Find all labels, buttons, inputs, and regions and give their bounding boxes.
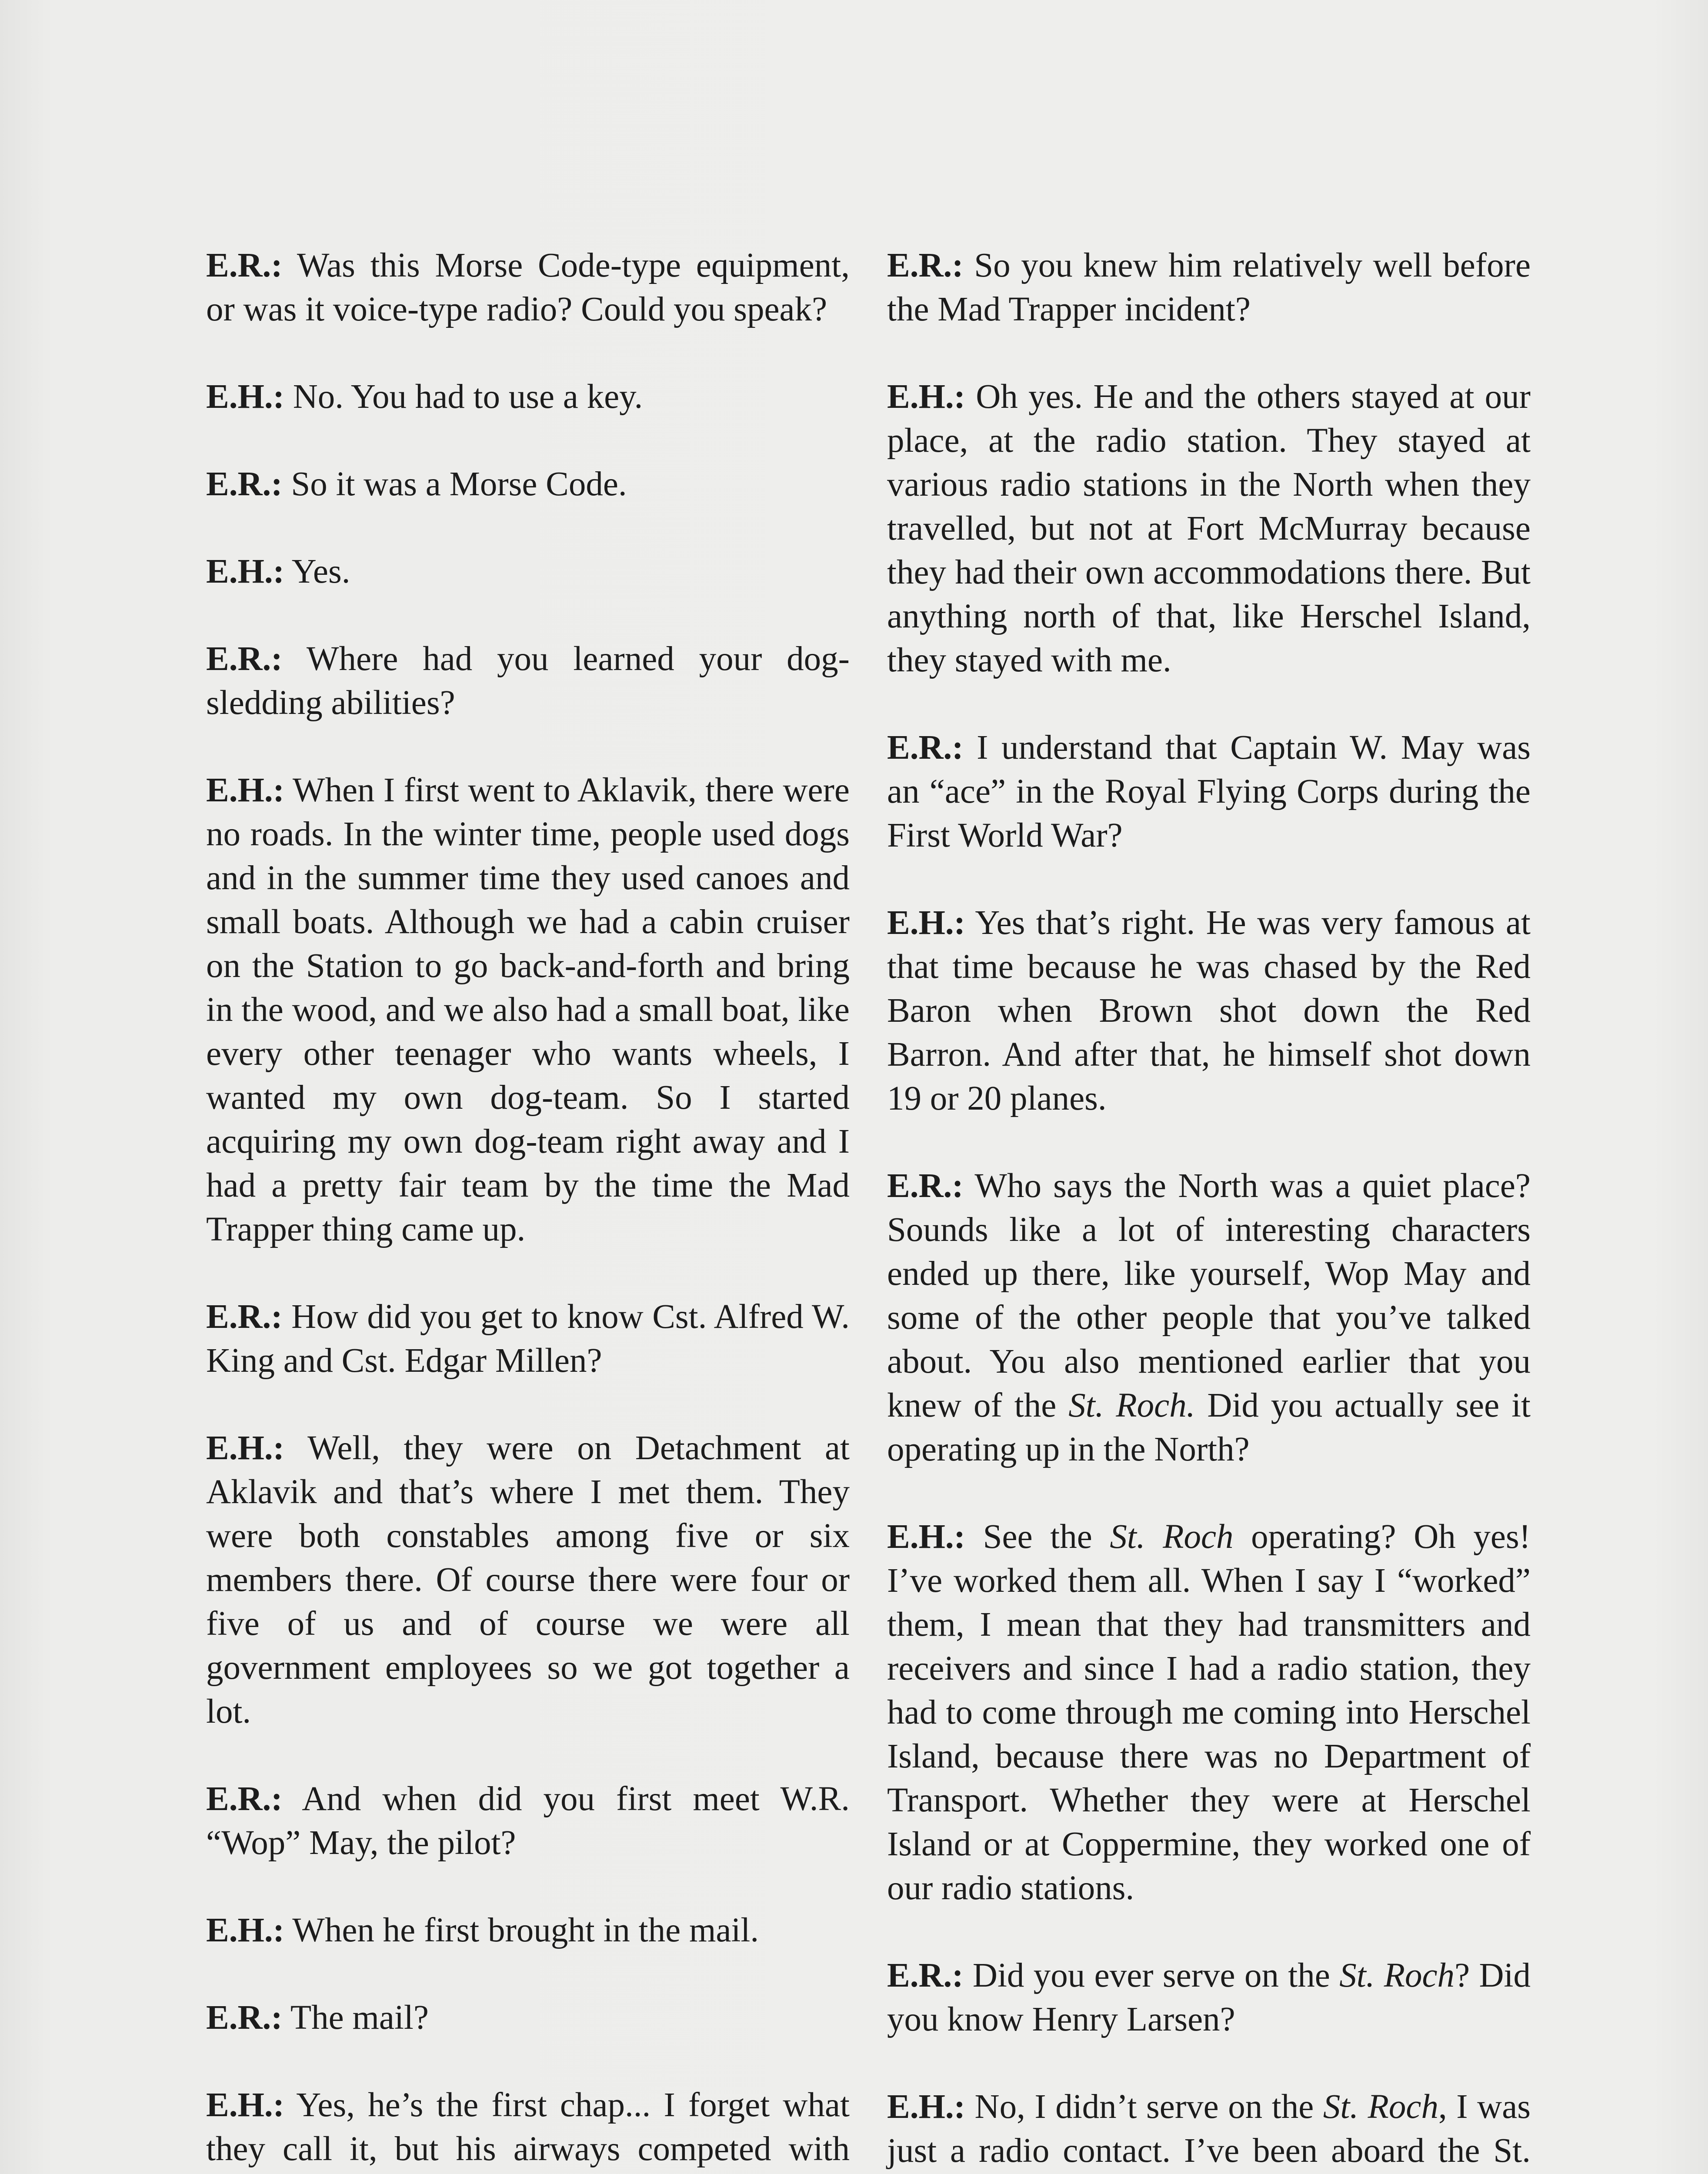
paragraph-text: When he first brought in the mail.: [292, 1911, 759, 1949]
speaker-label: E.H.:: [206, 378, 284, 416]
speaker-label: E.R.:: [887, 247, 964, 284]
paragraph-text: Yes.: [291, 553, 350, 590]
speaker-label: E.H.:: [206, 2086, 284, 2124]
ship-name: St. Roch: [1339, 1957, 1455, 1994]
qa-paragraph: [206, 1777, 850, 1865]
paragraph-text: See the: [983, 1518, 1110, 1556]
paragraph-text: Was this Morse Code-type equipment, or was it voice-type radio? Could you speak?: [206, 247, 850, 328]
speaker-label: E.R.:: [206, 465, 283, 503]
qa-paragraph: [206, 768, 850, 1251]
paragraph-text: No. You had to use a key.: [293, 378, 643, 416]
paragraph-text: So you knew him relatively well before the Mad Trapper incident?: [887, 247, 1531, 328]
ship-name: St. Roch: [1323, 2088, 1438, 2126]
speaker-label: E.H.:: [887, 2088, 965, 2126]
qa-paragraph: [887, 726, 1531, 857]
paragraph-text: And when did you first meet W.R. “Wop” May, the pilot?: [206, 1780, 850, 1862]
paragraph-text: Oh yes. He and the others stayed at our place, at the radio station. They stayed at various radio stations in the North when they travelled, but not at Fort McMurray because they had their own accommodations there. But anything north of that, like Herschel Island, they stayed with me.: [887, 378, 1531, 679]
speaker-label: E.H.:: [206, 1429, 284, 1467]
paragraph-text: ? Did you know Henry Larsen?: [887, 1957, 1531, 2038]
qa-paragraph: [887, 1954, 1531, 2041]
right-column: [887, 243, 1531, 2174]
paragraph-text: So it was a Morse Code.: [291, 465, 627, 503]
paragraph-text: operating? Oh yes! I’ve worked them all. When I say I “worked” them, I mean that they had transmitters and receivers and since I had a radio station, they had to come through me coming into Herschel Island, because there was no Department of Transport. Whether they were at Herschel Island or at Coppermine, they worked one of our radio stations.: [887, 1518, 1531, 1907]
qa-paragraph: [887, 1164, 1531, 1471]
speaker-label: E.H.:: [887, 904, 965, 942]
speaker-label: E.H.:: [887, 378, 965, 416]
qa-paragraph: [206, 2083, 850, 2174]
speaker-label: E.R.:: [206, 1298, 283, 1336]
paragraph-text: Did you actually see it operating up in the North?: [887, 1387, 1531, 1468]
qa-paragraph: [887, 243, 1531, 331]
paragraph-text: Yes that’s right. He was very famous at that time because he was chased by the Red Baron when Brown shot down the Red Barron. And after that, he himself shot down 19 or 20 planes.: [887, 904, 1531, 1117]
qa-paragraph: [206, 375, 850, 419]
qa-paragraph: [206, 1996, 850, 2040]
qa-paragraph: [206, 550, 850, 594]
speaker-label: E.R.:: [887, 1957, 964, 1994]
qa-paragraph: [206, 243, 850, 331]
ship-name: St. Roch: [1110, 1518, 1234, 1556]
qa-paragraph: [206, 462, 850, 506]
speaker-label: E.H.:: [206, 1911, 284, 1949]
left-column: [206, 243, 850, 2174]
speaker-label: E.R.:: [887, 729, 964, 767]
qa-paragraph: [887, 901, 1531, 1120]
ship-name: St. Roch.: [1068, 1387, 1195, 1424]
speaker-label: E.R.:: [206, 640, 283, 678]
qa-paragraph: [206, 1295, 850, 1383]
speaker-label: E.H.:: [887, 1518, 965, 1556]
paragraph-text: Who says the North was a quiet place? Sounds like a lot of interesting characters ended up there, like yourself, Wop May and some of the other people that you’ve talked about. You also mentioned earlier that you knew of the: [887, 1167, 1531, 1424]
speaker-label: E.H.:: [206, 553, 284, 590]
paragraph-text: Well, they were on Detachment at Aklavik and that’s where I met them. They were both constables among five or six members there. Of course there were four or five of us and of course we were all government employees so we got together a lot.: [206, 1429, 850, 1731]
paragraph-text: When I first went to Aklavik, there were no roads. In the winter time, people used dogs and in the summer time they used canoes and small boats. Although we had a cabin cruiser on the Station to go back-and-forth and bring in the wood, and we also had a small boat, like every other teenager who wants wheels, I wanted my own dog-team. So I started acquiring my own dog-team right away and I had a pretty fair team by the time the Mad Trapper thing came up.: [206, 771, 850, 1248]
qa-paragraph: [206, 637, 850, 725]
paragraph-text: Where had you learned your dog-sledding abilities?: [206, 640, 850, 722]
paragraph-text: I understand that Captain W. May was an “ace” in the Royal Flying Corps during the First World War?: [887, 729, 1531, 854]
speaker-label: E.R.:: [206, 1780, 283, 1818]
speaker-label: E.R.:: [887, 1167, 964, 1205]
qa-paragraph: [206, 1426, 850, 1734]
qa-paragraph: [887, 375, 1531, 682]
speaker-label: E.H.:: [206, 771, 284, 809]
paragraph-text: No, I didn’t serve on the: [974, 2088, 1323, 2126]
qa-paragraph: [206, 1908, 850, 1952]
paragraph-text: Yes, he’s the first chap... I forget what they call it, but his airways competed with: [206, 2086, 850, 2168]
paragraph-text: Did you ever serve on the: [972, 1957, 1340, 1994]
speaker-label: E.R.:: [206, 247, 283, 284]
paragraph-text: How did you get to know Cst. Alfred W. King and Cst. Edgar Millen?: [206, 1298, 850, 1380]
qa-paragraph: [887, 2085, 1531, 2174]
speaker-label: E.R.:: [206, 1999, 283, 2037]
paragraph-text: , I was just a radio contact. I’ve been aboard the St.: [887, 2088, 1531, 2170]
paragraph-text: The mail?: [290, 1999, 429, 2037]
qa-paragraph: [887, 1515, 1531, 1910]
